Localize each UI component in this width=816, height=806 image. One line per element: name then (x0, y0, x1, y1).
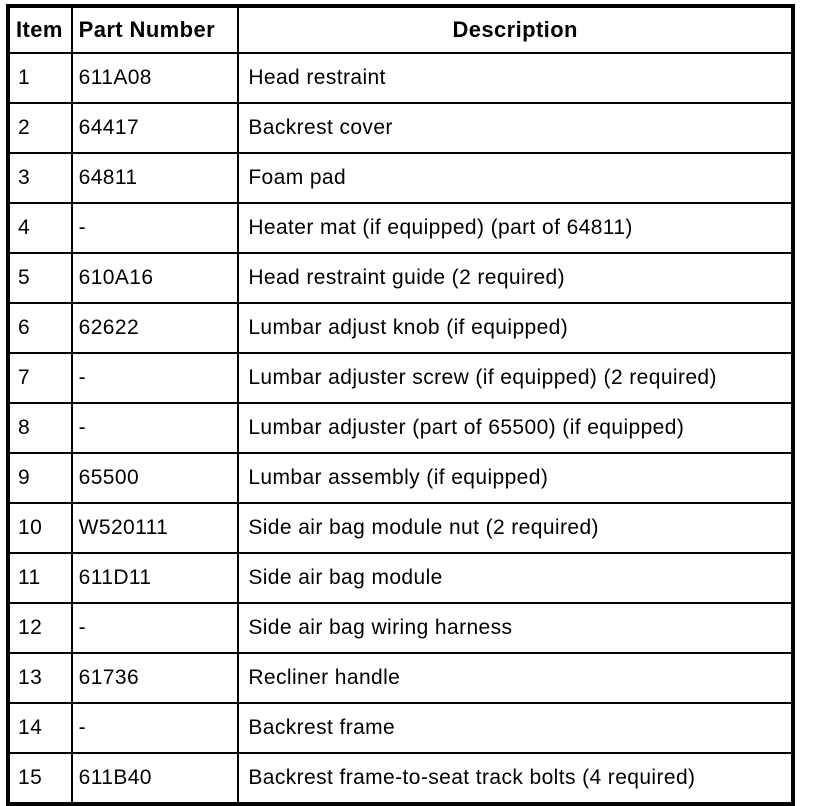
description-cell: Lumbar adjuster (part of 65500) (if equipped) (238, 403, 793, 453)
col-header-description: Description (238, 6, 793, 53)
item-cell: 10 (8, 503, 72, 553)
part-number-cell: 64417 (72, 103, 239, 153)
item-cell: 8 (8, 403, 72, 453)
description-cell: Lumbar assembly (if equipped) (238, 453, 793, 503)
table-row (8, 103, 793, 153)
part-number-cell: - (72, 403, 239, 453)
description-cell: Side air bag module nut (2 required) (238, 503, 793, 553)
part-number-cell: 611B40 (72, 753, 239, 804)
parts-table (6, 4, 795, 806)
item-cell: 3 (8, 153, 72, 203)
part-number-cell: 64811 (72, 153, 239, 203)
table-row (8, 453, 793, 503)
table-row (8, 653, 793, 703)
description-cell: Side air bag wiring harness (238, 603, 793, 653)
part-number-cell: - (72, 353, 239, 403)
col-header-part-number: Part Number (72, 6, 239, 53)
table-row (8, 703, 793, 753)
item-cell: 13 (8, 653, 72, 703)
description-cell: Head restraint guide (2 required) (238, 253, 793, 303)
description-cell: Recliner handle (238, 653, 793, 703)
description-cell: Foam pad (238, 153, 793, 203)
part-number-cell: 611D11 (72, 553, 239, 603)
item-cell: 1 (8, 53, 72, 103)
description-cell: Backrest cover (238, 103, 793, 153)
description-cell: Head restraint (238, 53, 793, 103)
table-row (8, 503, 793, 553)
table-row (8, 603, 793, 653)
description-cell: Lumbar adjuster screw (if equipped) (2 required) (238, 353, 793, 403)
description-cell: Heater mat (if equipped) (part of 64811) (238, 203, 793, 253)
col-header-item: Item (8, 6, 72, 53)
item-cell: 15 (8, 753, 72, 804)
table-row (8, 553, 793, 603)
header-row (8, 6, 793, 53)
item-cell: 7 (8, 353, 72, 403)
description-cell: Backrest frame (238, 703, 793, 753)
table-row (8, 153, 793, 203)
part-number-cell: - (72, 203, 239, 253)
part-number-cell: 610A16 (72, 253, 239, 303)
item-cell: 5 (8, 253, 72, 303)
description-cell: Lumbar adjust knob (if equipped) (238, 303, 793, 353)
item-cell: 11 (8, 553, 72, 603)
table-row (8, 203, 793, 253)
table-row (8, 303, 793, 353)
item-cell: 6 (8, 303, 72, 353)
item-cell: 12 (8, 603, 72, 653)
part-number-cell: 65500 (72, 453, 239, 503)
item-cell: 4 (8, 203, 72, 253)
table-row (8, 53, 793, 103)
part-number-cell: 61736 (72, 653, 239, 703)
description-cell: Side air bag module (238, 553, 793, 603)
item-cell: 9 (8, 453, 72, 503)
part-number-cell: W520111 (72, 503, 239, 553)
item-cell: 2 (8, 103, 72, 153)
description-cell: Backrest frame-to-seat track bolts (4 required) (238, 753, 793, 804)
item-cell: 14 (8, 703, 72, 753)
table-row (8, 253, 793, 303)
part-number-cell: - (72, 603, 239, 653)
part-number-cell: 611A08 (72, 53, 239, 103)
part-number-cell: 62622 (72, 303, 239, 353)
table-row (8, 353, 793, 403)
table-row (8, 403, 793, 453)
part-number-cell: - (72, 703, 239, 753)
table-row (8, 753, 793, 804)
